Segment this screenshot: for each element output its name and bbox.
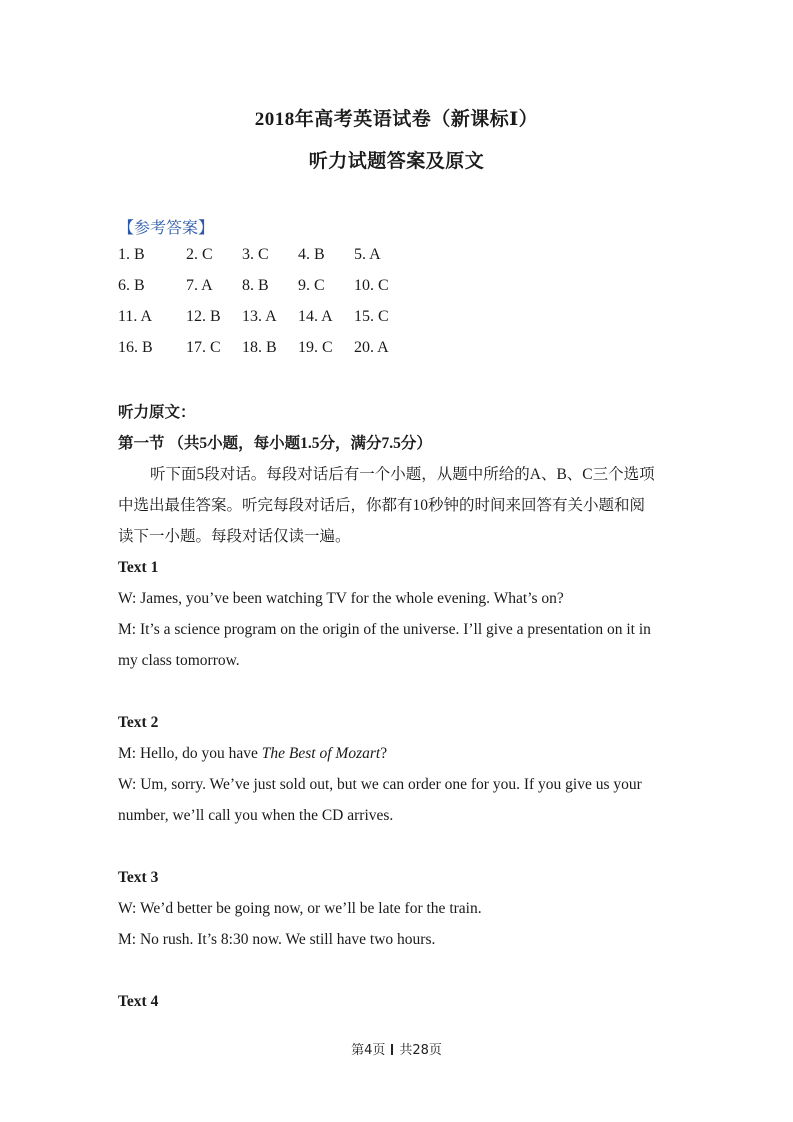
answer-item: 17. C [186,339,221,356]
dialogue-line [118,738,678,769]
answer-item: 20. A [354,339,389,356]
instruction-line: 听下面5段对话。每段对话后有一个小题，从题中所给的A、B、C三个选项 [150,466,655,483]
answer-item: 14. A [298,308,333,325]
text-heading: Text 2 [118,714,159,731]
answer-item: 12. B [186,308,221,325]
instruction-line: 读下一小题。每段对话仅读一遍。 [118,528,351,545]
answer-item: 2. C [186,246,213,263]
answer-item: 19. C [298,339,333,356]
text-heading: Text 4 [118,993,159,1010]
answer-item: 3. C [242,246,269,263]
answer-item: 13. A [242,308,277,325]
section-heading: 第一节 （共5小题，每小题1.5分，满分7.5分） [118,435,432,452]
answer-item: 7. A [186,277,213,294]
answer-item: 11. A [118,308,153,325]
dialogue-line: W: Um, sorry. We’ve just sold out, but we can order one for you. If you give us your [118,776,642,793]
dialogue-speaker-text: M: Hello, do you have [118,745,262,762]
dialogue-line: W: James, you’ve been watching TV for the whole evening. What’s on? [118,590,564,607]
page-total: 共28页 [399,1043,442,1058]
dialogue-line: M: It’s a science program on the origin of the universe. I’ll give a presentation on it in [118,621,651,638]
page-number: 第4页 [351,1043,386,1058]
dialogue-line: number, we’ll call you when the CD arrives. [118,807,394,824]
answer-item: 15. C [354,308,389,325]
answer-item: 16. B [118,339,153,356]
transcript [118,397,678,1017]
answer-item: 10. C [354,277,389,294]
answer-item: 4. B [298,246,325,263]
answer-item: 18. B [242,339,277,356]
instruction-line: 中选出最佳答案。听完每段对话后，你都有10秒钟的时间来回答有关小题和阅 [118,497,646,514]
spacer [118,676,678,707]
answer-item: 6. B [118,277,145,294]
dialogue-line: M: No rush. It’s 8:30 now. We still have two hours. [118,931,436,948]
document-title: 2018年高考英语试卷（新课标Ⅰ） [254,109,539,130]
answers-heading: 【参考答案】 [118,220,215,237]
album-title: The Best of Mozart [261,745,381,762]
answer-item: 8. B [242,277,269,294]
text-heading: Text 1 [118,559,159,576]
spacer [118,955,678,986]
dialogue-line: W: We’d better be going now, or we’ll be late for the train. [118,900,482,917]
answer-item: 5. A [354,246,381,263]
document-subtitle: 听力试题答案及原文 [308,151,485,172]
answer-item: 1. B [118,246,145,263]
transcript-heading: 听力原文： [118,404,196,421]
dialogue-line: my class tomorrow. [118,652,240,669]
footer-separator [391,1044,393,1055]
page-footer [0,1039,793,1058]
dialogue-punctuation: ? [380,745,388,762]
text-heading: Text 3 [118,869,159,886]
spacer [118,831,678,862]
answer-item: 9. C [298,277,325,294]
